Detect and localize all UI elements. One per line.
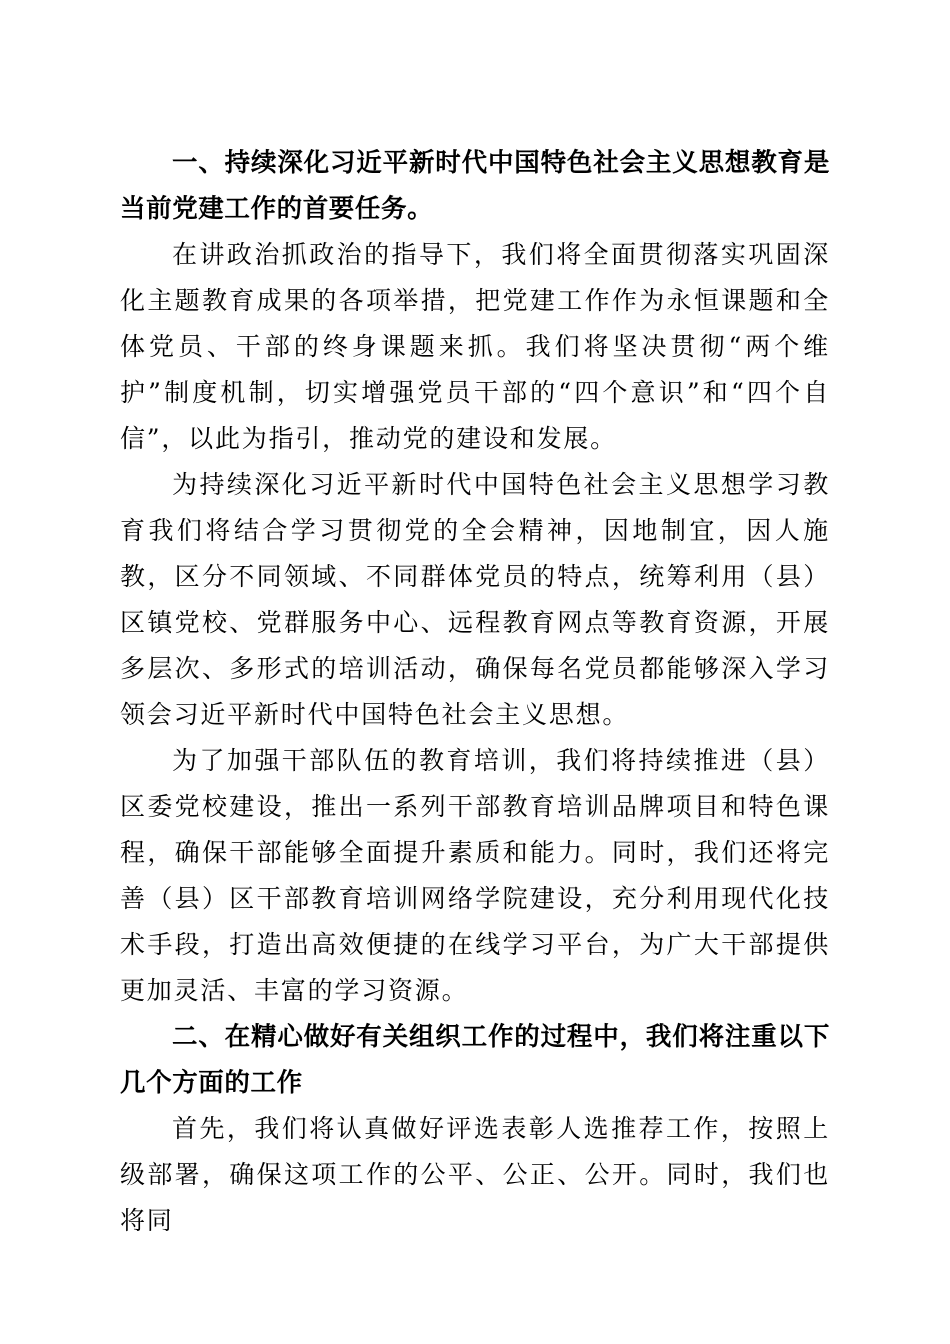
section-1-paragraph-3: 为了加强干部队伍的教育培训，我们将持续推进（县）区委党校建设，推出一系列干部教育培训品牌项目和特色课程，确保干部能够全面提升素质和能力。同时，我们还将完善（县）区干部教育培训网络学院建设，充分利用现代化技术手段，打造出高效便捷的在线学习平台，为广大干部提供更加灵活、丰富的学习资源。 bbox=[120, 746, 830, 1005]
section-1-paragraph-1: 在讲政治抓政治的指导下，我们将全面贯彻落实巩固深化主题教育成果的各项举措，把党建工作作为永恒课题和全体党员、干部的终身课题来抓。我们将坚决贯彻“两个维护”制度机制，切实增强党员干部的“四个意识”和“四个自信”，以此为指引，推动党的建设和发展。 bbox=[120, 240, 830, 453]
section-1-paragraph-2: 为持续深化习近平新时代中国特色社会主义思想学习教育我们将结合学习贯彻党的全会精神，因地制宜，因人施教，区分不同领域、不同群体党员的特点，统筹利用（县）区镇党校、党群服务中心、远程教育网点等教育资源，开展多层次、多形式的培训活动，确保每名党员都能够深入学习领会习近平新时代中国特色社会主义思想。 bbox=[120, 470, 830, 729]
section-1-heading: 一、持续深化习近平新时代中国特色社会主义思想教育是当前党建工作的首要任务。 bbox=[120, 148, 830, 224]
section-2-heading: 二、在精心做好有关组织工作的过程中，我们将注重以下几个方面的工作 bbox=[120, 1022, 830, 1098]
section-2-paragraph-1: 首先，我们将认真做好评选表彰人选推荐工作，按照上级部署，确保这项工作的公平、公正、公开。同时，我们也将同 bbox=[120, 1114, 830, 1235]
document-page bbox=[120, 140, 830, 1244]
